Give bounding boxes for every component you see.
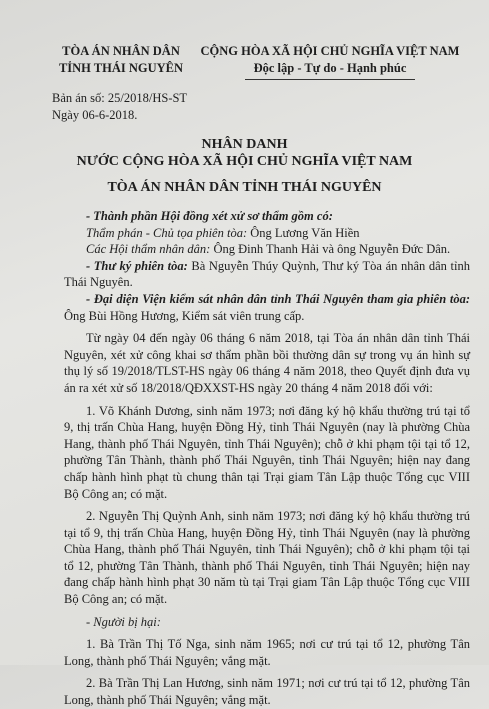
case-date: Ngày 06-6-2018.	[52, 108, 138, 122]
people-jurors	[64, 241, 470, 258]
procurator-label: - Đại diện Viện kiểm sát nhân dân tỉnh Thái Nguyên tham gia phiên tòa:	[86, 291, 470, 306]
defendant-2: 2. Nguyễn Thị Quỳnh Anh, sinh năm 1973; nơi đăng ký hộ khẩu thường trú tại tổ 9, thị trấn Chùa Hang, huyện Đồng Hỷ, tỉnh Thái Nguyên (nay là phường Chùa Hang, thành phố Thái Nguyên, tỉnh Thái Nguyên); chỗ ở khi phạm tội tại tổ 12, phường Tân Thành, thành phố Thái Nguyên, tỉnh Thái Nguyên; hiện nay đang chấp hành hình phạt 30 năm tù tại Trại giam Tân Lập thuộc Tổng cục VIII Bộ Công an; có mặt.	[64, 509, 470, 607]
court-clerk	[64, 258, 470, 291]
court-header	[46, 43, 196, 77]
judge-name: Ông Lương Văn Hiền	[247, 225, 360, 240]
victims-heading: - Người bị hại:	[86, 614, 161, 629]
court-name-line1: TÒA ÁN NHÂN DÂN	[62, 44, 180, 58]
national-header	[190, 43, 470, 80]
court-name-line2: TỈNH THÁI NGUYÊN	[58, 61, 184, 75]
presiding-judge	[64, 225, 470, 242]
motto-underline	[245, 79, 415, 80]
judge-label: Thẩm phán - Chủ tọa phiên tòa:	[86, 225, 248, 240]
panel-heading: - Thành phần Hội đồng xét xử sơ thẩm gồm có:	[86, 209, 333, 223]
national-motto: Độc lập - Tự do - Hạnh phúc	[253, 61, 407, 75]
jurors-label: Các Hội thẩm nhân dân:	[86, 242, 211, 257]
title-country: NƯỚC CỘNG HÒA XÃ HỘI CHỦ NGHĨA VIỆT NAM	[76, 154, 413, 169]
clerk-label: - Thư ký phiên tòa:	[86, 258, 188, 273]
procurator-text: Ông Bùi Hồng Hương, Kiểm sát viên trung cấp.	[64, 308, 305, 323]
victim-1: 1. Bà Trần Thị Tố Nga, sinh năm 1965; nơi cư trú tại tổ 12, phường Tân Long, thành phố Thái Nguyên; vắng mặt.	[64, 637, 470, 668]
procurator	[64, 291, 470, 324]
case-number: Bản án số: 25/2018/HS-ST	[52, 91, 188, 105]
country-name: CỘNG HÒA XÃ HỘI CHỦ NGHĨA VIỆT NAM	[200, 44, 460, 58]
judgment-body	[64, 208, 470, 709]
jurors-names: Ông Đinh Thanh Hải và ông Nguyễn Đức Dân.	[210, 242, 451, 257]
victim-2: 2. Bà Trần Thị Lan Hương, sinh năm 1971; nơi cư trú tại tổ 12, phường Tân Long, thành phố Thái Nguyên; vắng mặt.	[64, 676, 470, 708]
defendant-1: 1. Võ Khánh Dương, sinh năm 1973; nơi đăng ký hộ khẩu thường trú tại tổ 9, thị trấn Chùa Hang, huyện Đồng Hỷ, tỉnh Thái Nguyên (nay là phường Chùa Hang, thành phố Thái Nguyên, tỉnh Thái Nguyên); chỗ ở khi phạm tội tại tổ 12, phường Tân Thành, thành phố Thái Nguyên, tỉnh Thái Nguyên; hiện nay đang chấp hành hình phạt tù chung thân tại Trại giam Tân Lập thuộc Tổng cục VIII Bộ Công an; có mặt.	[64, 403, 470, 501]
clerk-text: Bà Nguyễn Thúy Quỳnh, Thư ký Tòa án nhân dân tỉnh Thái Nguyên.	[64, 258, 470, 290]
title-in-the-name: NHÂN DANH	[201, 137, 288, 152]
intro-paragraph: Từ ngày 04 đến ngày 06 tháng 6 năm 2018, tại Tòa án nhân dân tỉnh Thái Nguyên, xét xử công khai sơ thẩm phần bồi thường dân sự trong vụ án hình sự thụ lý số 19/2018/TLST-HS ngày 06 tháng 4 năm 2018, theo Quyết định đưa vụ án ra xét xử số 18/2018/QĐXXST-HS ngày 20 tháng 4 năm 2018 đối với:	[64, 331, 470, 395]
title-court: TÒA ÁN NHÂN DÂN TỈNH THÁI NGUYÊN	[107, 180, 382, 195]
case-meta	[52, 90, 187, 124]
